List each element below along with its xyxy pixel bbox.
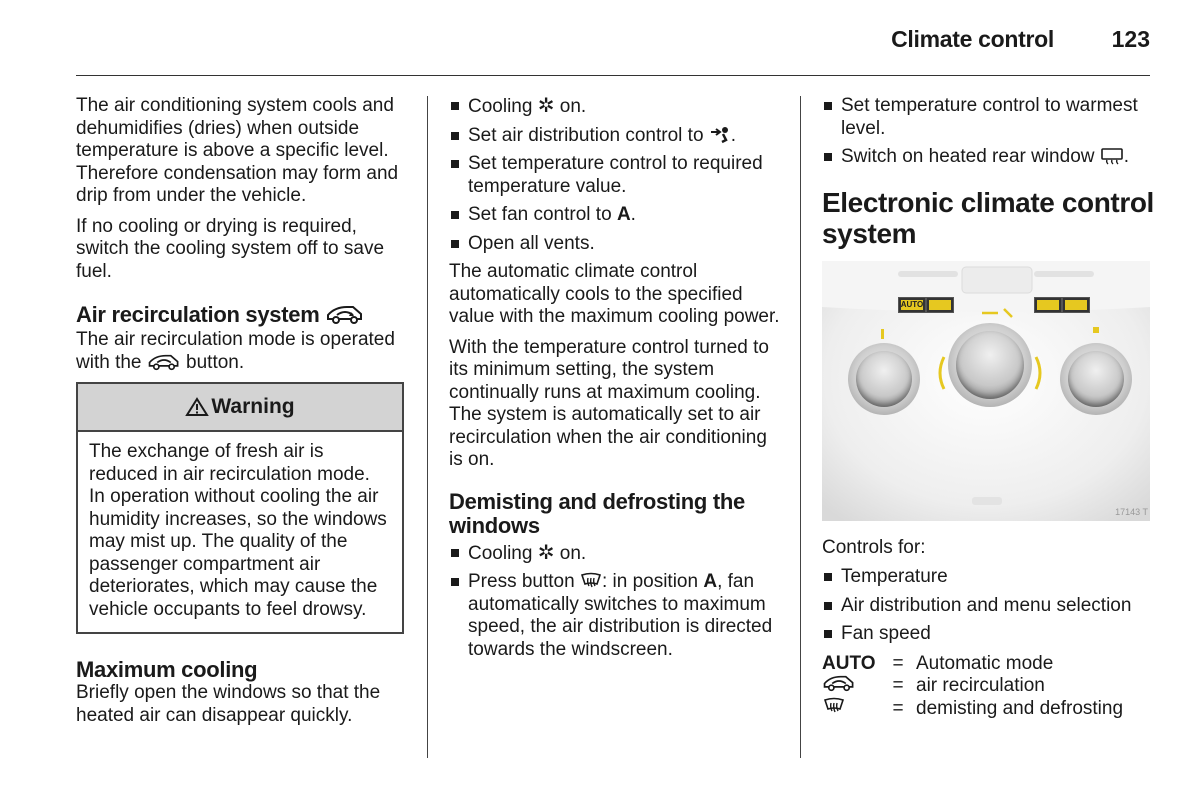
column-divider-1	[427, 96, 428, 758]
demisting-steps-continued	[822, 95, 1154, 169]
column-divider-2	[800, 96, 801, 758]
defrost-icon	[822, 697, 846, 715]
climate-control-panel-photo	[822, 261, 1150, 521]
page-number: 123	[1111, 26, 1150, 52]
warning-text: The exchange of fresh air is reduced in air recirculation mode. In operation without cooling the air humidity increases, so the windows may mist up. The quality of the passenger compartment air deteriorates, which may cause the vehicle occupants to feel drowsy.	[89, 441, 387, 620]
page-title: Climate control	[891, 26, 1054, 52]
legend-row: AUTO = Automatic mode	[822, 652, 1054, 674]
column-3	[822, 95, 1154, 720]
demisting-heading: Demisting and defrosting the windows	[449, 488, 745, 538]
recirculation-icon	[147, 354, 181, 371]
panel-yellow-markings	[822, 261, 1150, 521]
warning-triangle-icon	[185, 397, 209, 417]
list-item: Switch on heated rear window .	[822, 146, 1154, 169]
recirculation-icon	[822, 675, 856, 692]
warning-box	[76, 382, 404, 634]
intro-paragraph-2: If no cooling or drying is required, switch the cooling system off to save fuel.	[76, 215, 385, 282]
paragraph-minimum-setting: With the temperature control turned to its minimum setting, the system continually runs at maximum cooling. The system is automatically set to air recirculation when the air conditioning is on.	[449, 336, 769, 470]
header-rule	[76, 75, 1150, 76]
legend-row: = air recirculation	[822, 675, 1154, 698]
recirculation-icon	[325, 305, 365, 325]
list-item: Set air distribution control to .	[449, 125, 781, 148]
recirc-text: The air recirculation mode is operated with the button.	[76, 329, 395, 373]
list-item: Cooling ✲ on.	[449, 542, 781, 566]
list-item: Temperature	[822, 566, 1154, 589]
paragraph-automatic-cooling: The automatic climate control automatically cools to the specified value with the maximum cooling power.	[449, 261, 780, 327]
column-1	[76, 95, 408, 735]
recirc-heading: Air recirculation system	[76, 303, 408, 327]
maximum-cooling-text: Briefly open the windows so that the heated air can disappear quickly.	[76, 682, 381, 726]
list-item: Fan speed	[822, 623, 1154, 646]
list-item: Set temperature control to warmest level.	[822, 95, 1154, 140]
list-item: Cooling ✲ on.	[449, 95, 781, 119]
warning-header	[78, 384, 402, 432]
max-cooling-steps	[449, 95, 781, 255]
list-item: Open all vents.	[449, 233, 781, 256]
warning-title: Warning	[211, 394, 295, 418]
legend	[822, 653, 1154, 721]
controls-list	[822, 566, 1154, 646]
controls-intro: Controls for:	[822, 536, 926, 558]
ecc-heading: Electronic climate control system	[822, 186, 1154, 249]
list-item: Press button : in position A, fan automatically switches to maximum speed, the air distribution is directed towards the windscreen.	[449, 571, 781, 661]
demisting-steps	[449, 542, 781, 662]
list-item: Set temperature control to required temperature value.	[449, 153, 781, 198]
legend-row: = demisting and defrosting	[822, 698, 1154, 721]
defrost-icon	[580, 572, 602, 590]
list-item: Set fan control to A.	[449, 204, 781, 227]
photo-reference-number: 17143 T	[1115, 506, 1148, 517]
snowflake-icon: ✲	[537, 95, 555, 117]
air-distribution-face-icon	[709, 126, 731, 144]
auto-button: AUTO	[898, 297, 926, 313]
snowflake-icon: ✲	[537, 541, 555, 564]
intro-paragraph-1: The air conditioning system cools and dehumidifies (dries) when outside temperature is above a specific level. Therefore condensation may form and drip from under the vehicle.	[76, 95, 399, 206]
heated-rear-window-icon	[1100, 147, 1124, 165]
column-2	[449, 95, 781, 667]
list-item: Air distribution and menu selection	[822, 595, 1154, 618]
maximum-cooling-heading: Maximum cooling	[76, 657, 258, 682]
